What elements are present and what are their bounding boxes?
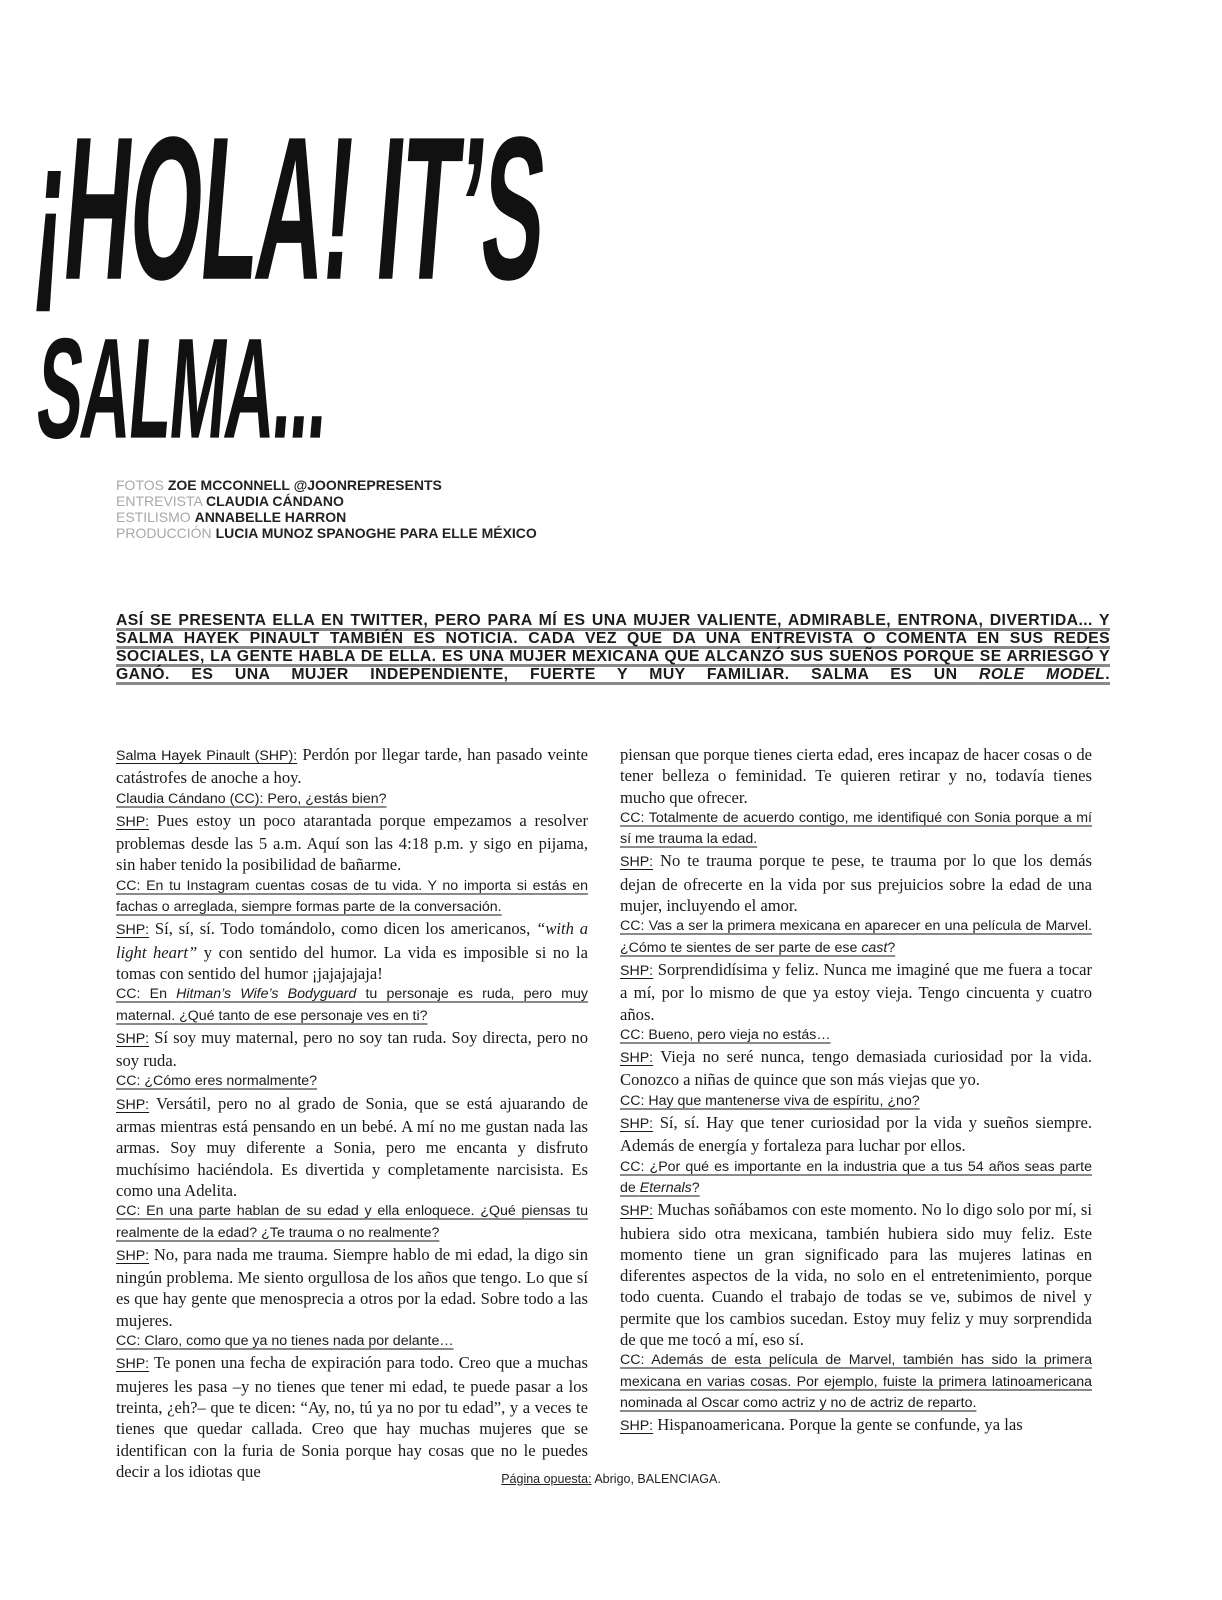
lead-end: . <box>1105 666 1110 683</box>
question: Claudia Cándano (CC): Pero, ¿estás bien? <box>116 790 387 807</box>
answer-paragraph <box>116 1352 588 1482</box>
answer-text: Pues estoy un poco atarantada porque empezamos a resolver problemas desde las 5 a.m. Aquí son las 4:18 p.m. y sigo en pijama, sin haber tenido la posibilidad de bañarme. <box>116 810 588 875</box>
caption-text: Abrigo, BALENCIAGA. <box>591 1472 721 1486</box>
question <box>620 916 1092 959</box>
lead-text: ASÍ SE PRESENTA ELLA EN TWITTER, PERO PARA MÍ ES UNA MUJER VALIENTE, ADMIRABLE, ENTRONA, DIVERTIDA... Y SALMA HAYEK PINAULT TAMBIÉN ES NOTICIA. CADA VEZ QUE DA UNA ENTREVISTA O COMENTA EN SUS REDES SOCIALES, LA GENTE HABLA DE ELLA. ES UNA MUJER MEXICANA QUE ALCANZÓ SUS SUEÑOS PORQUE SE ARRIESGÓ Y GANÓ. ES UNA MUJER INDEPENDIENTE, FUERTE Y MUY FAMILIAR. SALMA ES UN <box>116 612 1110 683</box>
lead-italic: ROLE MODEL <box>979 666 1106 683</box>
question: CC: ¿Cómo eres normalmente? <box>116 1073 318 1090</box>
speaker-label: SHP: <box>116 1030 150 1047</box>
credit-label: ESTILISMO <box>116 509 195 525</box>
question-text: ? <box>887 939 896 956</box>
question-text: tu personaje es ruda, pero muy maternal. ¿Qué tanto de ese personaje ves en ti? <box>116 986 588 1024</box>
credit-photos <box>116 477 537 493</box>
answer-text: y con sentido del humor. La vida es imposible si no la tomas con sentido del humor ¡jajajajaja! <box>116 942 588 983</box>
question <box>116 984 588 1027</box>
answer-text: No, para nada me trauma. Siempre hablo de mi edad, la digo sin ningún problema. Me siento orgullosa de los años que tengo. Lo que sí es que hay gente que menosprecia a otros por la edad. Sobre todo a las mujeres. <box>116 1244 588 1330</box>
answer-paragraph <box>116 1027 588 1072</box>
answer-text: Perdón por llegar tarde, han pasado veinte catástrofes de anoche a hoy. <box>116 745 588 788</box>
question-text: CC: Vas a ser la primera mexicana en aparecer en una película de Marvel. ¿Cómo te sientes de ser parte de ese <box>620 918 1092 956</box>
lead-paragraph <box>116 612 1110 684</box>
answer-paragraph <box>116 744 588 789</box>
speaker-label: SHP: <box>116 1096 150 1113</box>
caption-label: Página opuesta: <box>501 1472 592 1486</box>
question-italic: Hitman’s Wife’s Bodyguard <box>176 986 357 1003</box>
answer-text: Te ponen una fecha de expiración para todo. Creo que a muchas mujeres les pasa –y no tienes que tener mi edad, te puede pasar a los treinta, ¿eh?– que te dicen: “Ay, no, tú ya no por tu edad”, y a veces te tienes que quedar callada. Creo que hay muchas mujeres que se identifican con la furia de Sonia porque hay cosas que no le puedes decir a los idiotas que <box>116 1353 588 1481</box>
speaker-label: SHP: <box>116 922 150 939</box>
answer-paragraph <box>116 810 588 876</box>
credit-label: FOTOS <box>116 477 168 493</box>
answer-text: Sorprendidísima y feliz. Nunca me imaginé que me fuera a tocar a mí, por lo mismo de que ya estoy vieja. Tengo cincuenta y cuatro años. <box>620 959 1092 1024</box>
answer-paragraph <box>620 959 1092 1025</box>
credit-value: ZOE MCCONNELL @JOONREPRESENTS <box>167 477 442 493</box>
answer-italic: “with a light heart” <box>116 919 589 962</box>
question: CC: Claro, como que ya no tienes nada por delante… <box>116 1333 454 1350</box>
answer-paragraph <box>620 1046 1092 1091</box>
credit-value: ANNABELLE HARRON <box>194 509 347 525</box>
answer-paragraph <box>116 1093 588 1201</box>
question: CC: Bueno, pero vieja no estás… <box>620 1026 831 1043</box>
speaker-label: SHP: <box>116 1247 150 1264</box>
credit-value: CLAUDIA CÁNDANO <box>205 493 344 509</box>
question: CC: Hay que mantenerse viva de espíritu, ¿no? <box>620 1092 920 1109</box>
credit-label: ENTREVISTA <box>116 493 206 509</box>
question: CC: En tu Instagram cuentas cosas de tu vida. Y no importa si estás en fachas o arreglada, siempre formas parte de la conversación. <box>116 877 588 916</box>
answer-text: Versátil, pero no al grado de Sonia, que se está ajuarando de armas mientras está pensando en un bebé. A mí no me gustan nada las armas. Soy muy diferente a Sonia, pero me encanta y disfruto muchísimo haciéndola. Es divertida y completamente narcisista. Es como una Adelita. <box>116 1093 588 1200</box>
question-text: CC: ¿Por qué es importante en la industria que a tus 54 años seas parte de <box>620 1158 1092 1196</box>
speaker-label: SHP: <box>620 1050 654 1067</box>
question-text: CC: En <box>116 986 177 1003</box>
question: CC: Además de esta película de Marvel, también has sido la primera mexicana en varias cosas. Por ejemplo, fuiste la primera latinoamericana nominada al Oscar como actriz y no de actriz de reparto. <box>620 1352 1092 1411</box>
answer-text: Vieja no seré nunca, tengo demasiada curiosidad por la vida. Conozco a niñas de quince que son más viejas que yo. <box>620 1047 1092 1090</box>
credits-block <box>116 477 537 541</box>
answer-paragraph: piensan que porque tienes cierta edad, eres incapaz de hacer cosas o de tener belleza o feminidad. Te quieren retirar y no, todavía tienes mucho que ofrecer. <box>620 745 1092 807</box>
answer-text: Sí, sí. Hay que tener curiosidad por la vida y sueños siempre. Además de energía y fortaleza para luchar por ellos. <box>620 1113 1092 1156</box>
answer-paragraph <box>620 1112 1092 1157</box>
answer-text: Sí, sí, sí. Todo tomándolo, como dicen los americanos, <box>149 919 537 939</box>
credit-label: PRODUCCIÓN <box>116 525 216 541</box>
speaker-label: SHP: <box>620 1203 654 1220</box>
headline-line-1: ¡HOLA! IT’S <box>26 93 554 323</box>
answer-text: Muchas soñábamos con este momento. No lo digo solo por mí, si hubiera sido otra mexicana, también hubiera sido muy feliz. Este momento tiene un gran significado para las mujeres latinas en diferentes aspectos de la vida, no solo en el entretenimiento, porque todo cuenta. Cuando el trabajo de todas se ve, subimos de nivel y permite que los cambios sucedan. Estoy muy feliz y muy sorprendida de que me tocó a mí, eso sí. <box>620 1200 1092 1350</box>
question <box>620 1157 1092 1200</box>
speaker-label: Salma Hayek Pinault (SHP): <box>116 748 298 764</box>
answer-text: Hispanoamericana. Porque la gente se confunde, ya las <box>653 1415 1023 1435</box>
question: CC: Totalmente de acuerdo contigo, me identifiqué con Sonia porque a mí sí me trauma la edad. <box>620 809 1092 848</box>
speaker-label: SHP: <box>620 962 654 979</box>
question-text: ? <box>691 1179 700 1196</box>
answer-paragraph <box>620 1414 1092 1437</box>
speaker-label: SHP: <box>620 1116 654 1133</box>
article-column-left <box>116 744 588 1482</box>
article-column-right <box>620 744 1092 1438</box>
photo-caption <box>0 1472 1222 1486</box>
answer-paragraph <box>116 1244 588 1331</box>
question-italic: cast <box>861 939 888 956</box>
answer-text: No te trauma porque te pese, te trauma por lo que los demás dejan de ofrecerte en la vida por sus prejuicios sobre la edad de una mujer, incluyendo el amor. <box>620 851 1092 916</box>
question-italic: Eternals <box>639 1179 692 1196</box>
headline-line-2: SALMA... <box>31 308 335 469</box>
answer-text: Sí soy muy maternal, pero no soy tan ruda. Soy directa, pero no soy ruda. <box>116 1027 588 1071</box>
answer-paragraph <box>620 850 1092 916</box>
speaker-label: SHP: <box>116 1356 150 1373</box>
credit-production <box>116 525 537 541</box>
speaker-label: SHP: <box>620 1418 654 1435</box>
credit-styling <box>116 509 537 525</box>
question: CC: En una parte hablan de su edad y ella enloquece. ¿Qué piensas tu realmente de la edad? ¿Te trauma o no realmente? <box>116 1203 588 1241</box>
credit-interview <box>116 493 537 509</box>
speaker-label: SHP: <box>620 854 654 871</box>
speaker-label: SHP: <box>116 813 150 830</box>
answer-paragraph <box>116 918 588 984</box>
answer-paragraph <box>620 1199 1092 1350</box>
credit-value: LUCIA MUNOZ SPANOGHE PARA ELLE MÉXICO <box>215 525 537 541</box>
